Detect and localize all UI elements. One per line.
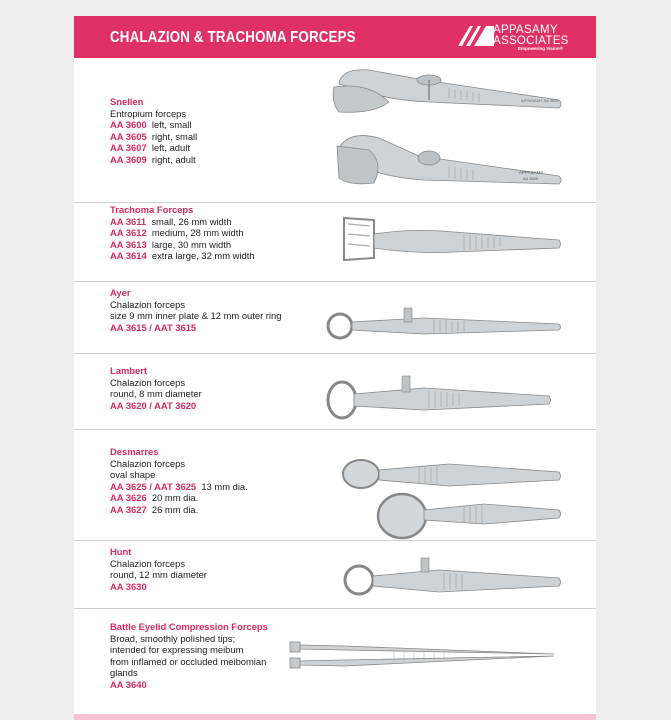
section-title: Ayer xyxy=(110,287,131,298)
battle-forceps-image xyxy=(284,636,564,676)
section-desmarres xyxy=(110,446,248,515)
product-code: AA 3605 xyxy=(110,130,147,142)
logo-tagline: Empowering Vision® xyxy=(518,46,563,51)
section-divider xyxy=(74,202,596,203)
product-spec: large, 30 mm width xyxy=(151,238,232,250)
section-hunt xyxy=(110,546,207,592)
product-code: AA 3627 xyxy=(110,503,147,515)
product-line xyxy=(110,250,255,262)
section-description: round, 12 mm diameter xyxy=(110,569,207,580)
lambert-forceps-image xyxy=(324,366,564,428)
section-lambert xyxy=(110,365,202,411)
section-description: round, 8 mm diameter xyxy=(110,388,202,399)
logo-text-associates: ASSOCIATES xyxy=(493,35,569,47)
product-line xyxy=(110,481,248,493)
section-title: Battle Eyelid Compression Forceps xyxy=(110,621,268,632)
section-divider xyxy=(74,429,596,430)
product-spec: right, small xyxy=(151,130,198,142)
engraving-code: AA 3605 xyxy=(523,176,539,181)
product-code: AA 3614 xyxy=(110,250,147,261)
trachoma-forceps-image xyxy=(334,210,564,270)
catalog-page xyxy=(74,16,596,720)
product-line xyxy=(110,400,202,412)
section-title: Lambert xyxy=(110,365,147,376)
product-code: AA 3620 / AAT 3620 xyxy=(110,399,197,411)
product-line xyxy=(110,581,207,593)
product-code: AA 3630 xyxy=(110,580,147,592)
section-description: Chalazion forceps xyxy=(110,557,186,569)
section-description: Chalazion forceps xyxy=(110,298,186,310)
engraving-brand: APPASAMY xyxy=(519,170,544,175)
product-spec: medium, 28 mm width xyxy=(151,227,244,238)
product-code: AA 3626 xyxy=(110,492,147,503)
section-description: Broad, smoothly polished tips; xyxy=(110,632,236,644)
product-code: AA 3612 xyxy=(110,227,147,238)
section-description: size 9 mm inner plate & 12 mm outer ring xyxy=(110,310,282,321)
section-title: Snellen xyxy=(110,96,144,107)
section-description: Entropium forceps xyxy=(110,107,187,119)
product-code: AA 3615 / AAT 3615 xyxy=(110,321,197,333)
product-code: AA 3607 xyxy=(110,142,147,153)
product-code: AA 3600 xyxy=(110,119,147,130)
product-spec: left, small xyxy=(151,119,192,130)
section-ayer xyxy=(110,287,281,333)
section-snellen xyxy=(110,96,197,165)
product-line xyxy=(110,216,255,228)
section-divider xyxy=(74,281,596,282)
section-description: glands xyxy=(110,667,138,678)
section-title: Desmarres xyxy=(110,446,159,457)
section-title: Trachoma Forceps xyxy=(110,204,194,215)
product-line xyxy=(110,504,248,516)
product-spec: 13 mm dia. xyxy=(201,480,248,492)
section-description: oval shape xyxy=(110,469,156,480)
product-spec: small, 26 mm width xyxy=(151,215,232,227)
catalog-header xyxy=(74,16,596,58)
product-line xyxy=(110,154,197,166)
section-description: from inflamed or occluded meibomian xyxy=(110,655,267,667)
section-battle xyxy=(110,621,268,690)
section-description: Chalazion forceps xyxy=(110,376,186,388)
product-spec: 20 mm dia. xyxy=(151,492,199,503)
snellen-forceps-image-top xyxy=(329,62,564,132)
section-description: intended for expressing meibum xyxy=(110,644,244,655)
product-code: AA 3609 xyxy=(110,153,147,165)
product-spec: right, adult xyxy=(151,153,196,165)
product-code: AA 3613 xyxy=(110,238,147,250)
product-code: AA 3611 xyxy=(110,215,147,227)
product-line xyxy=(110,239,255,251)
footer-band xyxy=(74,714,596,720)
snellen-forceps-image-bottom xyxy=(329,128,564,198)
section-title: Hunt xyxy=(110,546,132,557)
product-spec: extra large, 32 mm width xyxy=(151,250,255,261)
appasamy-logo-icon xyxy=(458,26,494,46)
product-spec: 26 mm dia. xyxy=(151,503,199,515)
section-divider xyxy=(74,608,596,609)
ayer-forceps-image xyxy=(324,296,564,356)
product-spec: left, adult xyxy=(151,142,190,153)
hunt-forceps-image xyxy=(339,548,564,606)
product-code: AA 3640 xyxy=(110,678,147,690)
product-line xyxy=(110,322,281,334)
product-line xyxy=(110,679,268,691)
section-divider xyxy=(74,353,596,354)
logo-text-appasamy: APPASAMY xyxy=(493,24,558,36)
engraving-text: APPASAMY AA 3600 xyxy=(521,98,559,103)
brand-logo xyxy=(458,24,588,54)
section-divider xyxy=(74,540,596,541)
page-title: CHALAZION & TRACHOMA FORCEPS xyxy=(110,29,356,46)
product-line xyxy=(110,119,197,131)
section-description: Chalazion forceps xyxy=(110,457,186,469)
product-line xyxy=(110,227,255,239)
product-code: AA 3625 / AAT 3625 xyxy=(110,480,197,492)
product-line xyxy=(110,492,248,504)
product-line xyxy=(110,131,197,143)
desmarres-forceps-image-bottom xyxy=(374,484,564,546)
product-line xyxy=(110,142,197,154)
section-trachoma xyxy=(110,204,255,262)
